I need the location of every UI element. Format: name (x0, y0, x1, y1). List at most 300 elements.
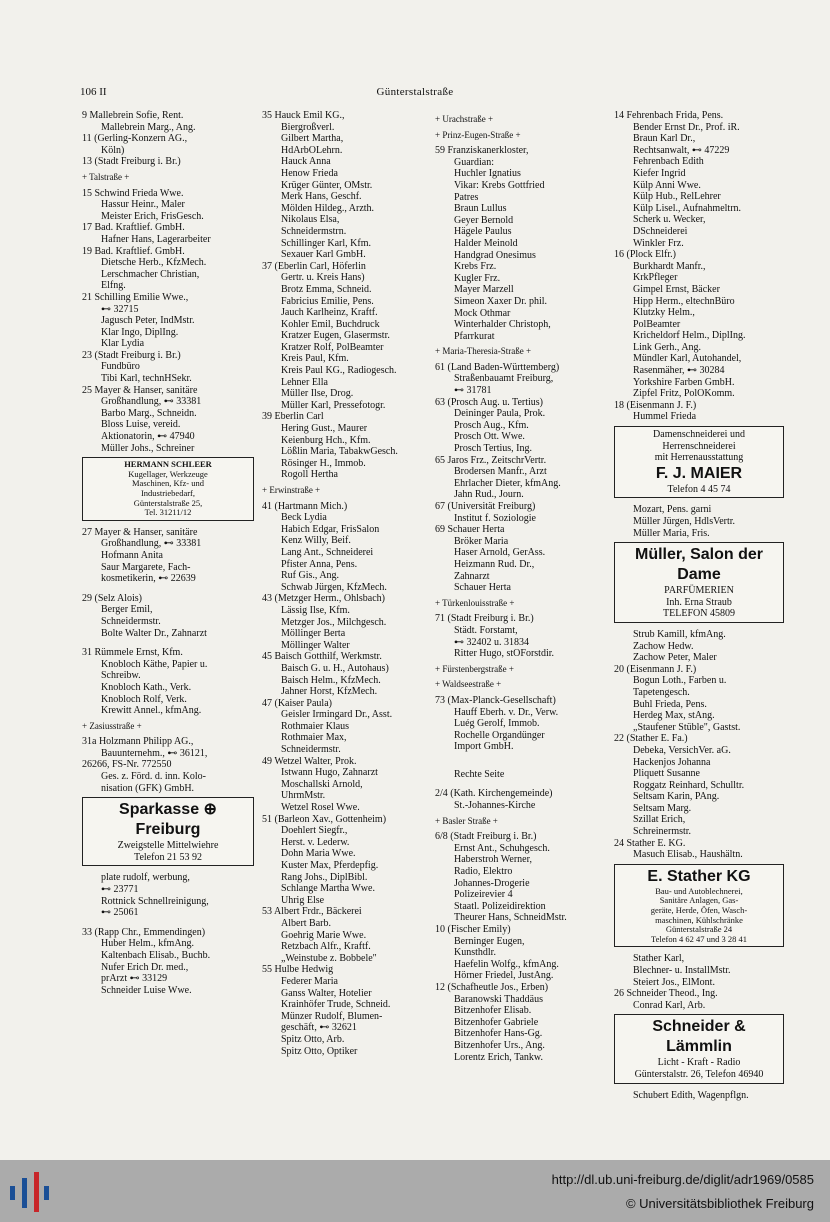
directory-entry: Bender Ernst Dr., Prof. iR. (633, 121, 740, 133)
ad-line: Damenschneiderei und (653, 429, 745, 441)
directory-entry: „Weinstube z. Bobbele" (281, 952, 377, 964)
directory-entry: Masuch Elisab., Haushältn. (633, 849, 743, 861)
directory-entry: Bitzenhofer Elisab. (454, 1005, 532, 1017)
directory-entry: 39 Eberlin Carl (262, 411, 324, 423)
directory-entry: Schauer Herta (454, 582, 511, 594)
directory-entry: Tibi Karl, technHSekr. (101, 373, 192, 385)
directory-entry: 6/8 (Stadt Freiburg i. Br.) (435, 831, 537, 843)
directory-entry: Zipfel Fritz, PolOKomm. (633, 388, 735, 400)
directory-entry: Huchler Ignatius (454, 168, 521, 180)
directory-entry: Staatl. Polizeidirektion (454, 900, 546, 912)
directory-entry: Prosch Tertius, Ing. (454, 443, 532, 455)
directory-entry: ⊷ 32402 u. 31834 (454, 636, 529, 648)
directory-entry: Seltsam Karin, PAng. (633, 791, 720, 803)
directory-entry: 49 Wetzel Walter, Prok. (262, 755, 357, 767)
directory-entry: UhrmMstr. (281, 790, 326, 802)
ad-title: Müller, Salon der Dame (634, 546, 764, 584)
directory-entry: Knobloch Rolf, Verk. (101, 693, 187, 705)
directory-entry: Kreis Paul, Kfm. (281, 353, 349, 365)
directory-entry: Lehner Ella (281, 376, 328, 388)
directory-entry: Barbo Marg., Schneidn. (101, 407, 197, 419)
ad-line: Günterstalstr. 26, Telefon 46940 (634, 1068, 764, 1080)
directory-entry: Müller Karl, Pressefotogr. (281, 399, 386, 411)
directory-entry: Brotz Emma, Schneid. (281, 283, 372, 295)
directory-entry: Knobloch Käthe, Papier u. (101, 658, 208, 670)
page-number: 106 II (80, 86, 107, 98)
directory-entry: Stather Karl, (633, 953, 685, 965)
directory-entry: Schneidermstr. (281, 744, 341, 756)
directory-entry: Bitzenhofer Urs., Ang. (454, 1039, 545, 1051)
directory-entry: Berger Emil, (101, 604, 153, 616)
directory-entry: Mündler Karl, Autohandel, (633, 353, 742, 365)
directory-entry: Prosch Aug., Kfm. (454, 419, 529, 431)
directory-entry: Heizmann Rud. Dr., (454, 558, 535, 570)
directory-entry: ⊷ 25061 (101, 907, 139, 919)
street-heading: + Talstraße + (82, 171, 130, 182)
directory-entry: Nufer Erich Dr. med., (101, 961, 189, 973)
directory-entry: 26266, FS-Nr. 772550 (82, 759, 172, 771)
directory-entry: Kugler Frz. (454, 272, 501, 284)
ad-line: Tel. 31211/12 (144, 507, 192, 518)
street-heading: + Zasiusstraße + (82, 720, 142, 731)
directory-entry: Berninger Eugen, (454, 935, 525, 947)
directory-entry: Hafner Hans, Lagerarbeiter (101, 233, 211, 245)
directory-entry: Städt. Forstamt, (454, 624, 518, 636)
directory-entry: Sexauer Karl GmbH. (281, 249, 366, 261)
advertisement-box (82, 797, 254, 866)
directory-entry: Habich Edgar, FrisSalon (281, 523, 380, 535)
directory-entry: nisation (GFK) GmbH. (101, 782, 195, 794)
directory-entry: Deininger Paula, Prok. (454, 408, 546, 420)
directory-entry: Schneidermstrn. (281, 225, 347, 237)
directory-entry: Dietsche Herb., KfzMech. (101, 257, 207, 269)
directory-entry: Bitzenhofer Hans-Gg. (454, 1028, 543, 1040)
directory-entry: 19 Bad. Kraftlief. GmbH. (82, 245, 185, 257)
directory-entry: Schreinermstr. (633, 826, 692, 838)
directory-entry: Ritter Hugo, stOForstdir. (454, 648, 555, 660)
directory-entry: Albert Barb. (281, 917, 331, 929)
directory-entry: kosmetikerin, ⊷ 22639 (101, 573, 196, 585)
directory-entry: Müller Ilse, Drog. (281, 388, 354, 400)
directory-entry: Roggatz Reinhard, Schulltr. (633, 779, 745, 791)
directory-entry: Baisch Helm., KfzMech. (281, 674, 381, 686)
ad-line: Zweigstelle Mittelwiehre (117, 840, 219, 852)
directory-entry: Hackenjos Johanna (633, 756, 711, 768)
copyright-text: © Universitätsbibliothek Freiburg (625, 1196, 814, 1211)
directory-entry: Lässig Ilse, Kfm. (281, 604, 350, 616)
directory-entry: Conrad Karl, Arb. (633, 999, 706, 1011)
street-heading: + Türkenlouisstraße + (435, 597, 515, 608)
street-heading: + Waldseestraße + (435, 679, 502, 690)
directory-entry: 27 Mayer & Hanser, sanitäre (82, 526, 198, 538)
directory-entry: 43 (Metzger Herm., Ohlsbach) (262, 593, 386, 605)
directory-entry: Großhandlung, ⊷ 33381 (101, 396, 202, 408)
directory-entry: Retzbach Alfr., Kraftf. (281, 941, 371, 953)
directory-entry: ⊷ 23771 (101, 884, 139, 896)
ad-line: Maschinen, Kfz- und (132, 478, 204, 489)
directory-entry: Patres (454, 191, 479, 203)
directory-entry: Wetzel Rosel Wwe. (281, 802, 360, 814)
ad-title: Schneider & Lämmlin (652, 1018, 746, 1056)
directory-entry: 55 Hulbe Hedwig (262, 964, 334, 976)
ad-line: Bau- und Autoblechnerei, (655, 885, 743, 896)
directory-entry: Handgrad Onesimus (454, 249, 536, 261)
directory-entry: Schneider Luise Wwe. (101, 984, 192, 996)
directory-entry: Hummel Frieda (633, 411, 697, 423)
spacer (435, 780, 610, 788)
directory-entry: 18 (Eisenmann J. F.) (614, 399, 697, 411)
directory-entry: Szillat Erich, (633, 814, 686, 826)
directory-entry: Kaltenbach Elisab., Buchb. (101, 950, 211, 961)
directory-entry: Bröker Maria (454, 535, 509, 547)
directory-entry: 33 (Rapp Chr., Emmendingen) (82, 926, 206, 938)
directory-entry: Jahner Horst, KfzMech. (281, 686, 378, 698)
directory-entry: Ehrlacher Dieter, kfmAng. (454, 477, 561, 489)
directory-entry: Rechtsanwalt, ⊷ 47229 (633, 144, 730, 156)
directory-entry: Ges. z. Förd. d. inn. Kolo- (101, 771, 206, 783)
directory-entry: Krüger Günter, OMstr. (281, 179, 373, 191)
ad-line: maschinen, Kühlschränke (655, 914, 743, 925)
directory-entry: Blechner- u. InstallMstr. (633, 965, 731, 976)
directory-entry: 67 (Universität Freiburg) (435, 501, 536, 512)
directory-entry: 12 (Schafheutle Jos., Erben) (435, 981, 549, 993)
spacer (435, 753, 610, 761)
directory-entry: 13 (Stadt Freiburg i. Br.) (82, 156, 181, 168)
directory-entry: Seltsam Marg. (633, 802, 692, 814)
directory-entry: Haser Arnold, GerAss. (454, 547, 546, 559)
directory-entry: 2/4 (Kath. Kirchengemeinde) (435, 788, 553, 800)
directory-entry: Möllinger Walter (281, 639, 350, 651)
library-logo-icon (10, 1172, 50, 1212)
directory-entry: Yorkshire Farben GmbH. (633, 376, 735, 388)
directory-entry: Kohler Emil, Buchdruck (281, 318, 380, 330)
street-heading: + Urachstraße + (435, 114, 494, 124)
directory-entry: HdArbOLehrn. (281, 144, 343, 156)
directory-entry: 29 (Selz Alois) (82, 592, 142, 604)
directory-entry: Külp Hub., RelLehrer (633, 191, 721, 203)
directory-entry: Rasenmäher, ⊷ 30284 (633, 365, 725, 377)
ad-line: Telefon 4 62 47 und 3 28 41 (651, 933, 747, 944)
spacer (82, 919, 254, 927)
directory-entry: Bogun Loth., Farben u. (633, 675, 727, 687)
directory-entry: Mallebrein Marg., Ang. (101, 121, 196, 133)
directory-entry: Hörner Friedel, JustAng. (454, 970, 554, 982)
directory-entry: Kricheldorf Helm., DiplIng. (633, 330, 746, 342)
directory-entry: Radio, Elektro (454, 866, 513, 878)
advertisement-box (614, 426, 784, 498)
ad-line: PARFÜMERIEN (664, 585, 734, 597)
directory-entry: Schwab Jürgen, KfzMech. (281, 581, 387, 593)
directory-entry: Krainhöfer Trude, Schneid. (281, 999, 391, 1011)
directory-entry: Rothmaier Klaus (281, 720, 350, 732)
directory-entry: Jauch Karlheinz, Kraftf. (281, 307, 378, 319)
directory-entry: Krewitt Annel., kfmAng. (101, 705, 202, 717)
directory-entry: PolBeamter (633, 318, 681, 330)
directory-entry: 14 Fehrenbach Frida, Pens. (614, 110, 724, 121)
directory-entry: „Staufener Stüble", Gastst. (633, 721, 741, 733)
directory-entry: prArzt ⊷ 33129 (101, 973, 168, 985)
directory-entry: Kenz Willy, Beif. (281, 535, 351, 547)
column-4 (614, 110, 784, 1101)
column-2 (262, 110, 432, 1057)
directory-entry: Beck Lydia (281, 512, 327, 524)
directory-entry: Schillinger Karl, Kfm. (281, 237, 371, 249)
directory-entry: Uhrig Else (281, 894, 325, 906)
directory-entry: Schlange Martha Wwe. (281, 883, 375, 895)
directory-entry: Brodersen Manfr., Arzt (454, 466, 547, 478)
directory-entry: Steiert Jos., ElMont. (633, 976, 715, 988)
directory-entry: Henow Frieda (281, 167, 338, 179)
street-heading: + Basler Straße + (435, 815, 498, 826)
directory-entry: Guardian: (454, 156, 494, 168)
street-heading: + Fürstenbergstraße + (435, 663, 514, 674)
directory-entry: Müller Johs., Schreiner (101, 442, 195, 454)
directory-entry: 59 Franziskanerkloster, (435, 145, 529, 157)
directory-entry: 17 Bad. Kraftlief. GmbH. (82, 222, 185, 234)
ad-line: TELEFON 45809 (663, 608, 735, 620)
directory-entry: Moschallski Arnold, (281, 778, 363, 790)
ad-line: Inh. Erna Straub (666, 596, 732, 608)
directory-entry: Geyer Bernold (454, 214, 514, 226)
directory-entry: Merk Hans, Geschf. (281, 191, 362, 203)
directory-entry: Huber Helm., kfmAng. (101, 938, 195, 950)
directory-entry: Link Gerh., Ang. (633, 341, 702, 353)
directory-entry: Mock Othmar (454, 307, 511, 319)
directory-entry: Dohn Maria Wwe. (281, 848, 356, 860)
directory-entry: Vikar: Krebs Gottfried (454, 179, 545, 191)
advertisement-box (614, 1014, 784, 1083)
directory-entry: Mölden Hildeg., Arzth. (281, 202, 375, 214)
directory-entry: Strub Kamill, kfmAng. (633, 628, 726, 640)
directory-entry: Spitz Otto, Optiker (281, 1045, 358, 1057)
directory-entry: Baranowski Thaddäus (454, 993, 543, 1005)
spacer (82, 639, 254, 647)
directory-entry: Scherk u. Wecker, (633, 214, 706, 226)
directory-entry: 69 Schauer Herta (435, 524, 505, 536)
directory-entry: Zachow Hedw. (633, 640, 694, 652)
directory-entry: Zachow Peter, Maler (633, 652, 717, 664)
directory-entry: 37 (Eberlin Carl, Höferlin (262, 260, 366, 272)
directory-entry: Meister Erich, FrisGesch. (101, 210, 204, 222)
directory-entry: Federer Maria (281, 975, 338, 987)
directory-entry: Rechte Seite (454, 768, 505, 780)
directory-entry: Luég Gerolf, Immob. (454, 718, 540, 730)
directory-entry: Knobloch Kath., Verk. (101, 681, 192, 693)
directory-entry: Kratzer Rolf, PolBeamter (281, 341, 384, 353)
directory-entry: Bolte Walter Dr., Zahnarzt (101, 627, 207, 639)
directory-entry: plate rudolf, werbung, (101, 872, 190, 884)
ad-line: Telefon 4 45 74 (667, 483, 731, 495)
directory-entry: Polizeirevier 4 (454, 889, 513, 901)
advertisement-box (82, 457, 254, 521)
directory-entry: Müller Jürgen, HdlsVertr. (633, 516, 736, 527)
spacer (82, 585, 254, 593)
directory-entry: 20 (Eisenmann J. F.) (614, 663, 697, 675)
directory-entry: Rösinger H., Immob. (281, 457, 366, 469)
directory-entry: Pfarrkurat (454, 330, 495, 342)
directory-entry: Braun Karl Dr., (633, 133, 696, 145)
advertisement-box (614, 542, 784, 623)
directory-entry: 24 Stather E. KG. (614, 837, 686, 849)
column-3 (435, 110, 610, 1063)
directory-entry: Jagusch Peter, IndMstr. (101, 315, 195, 327)
directory-entry: Gilbert Martha, (281, 133, 344, 145)
directory-entry: Kunsthdlr. (454, 947, 496, 959)
directory-entry: Doehlert Siegfr., (281, 825, 348, 837)
directory-entry: Istwann Hugo, Zahnarzt (281, 767, 378, 779)
directory-entry: Burkhardt Manfr., (633, 260, 706, 272)
directory-entry: Köln) (101, 144, 125, 156)
directory-entry: Fehrenbach Edith (633, 156, 704, 168)
directory-entry: 45 Baisch Gotthilf, Werkmstr. (262, 651, 382, 663)
directory-entry: Goehrig Marie Wwe. (281, 929, 367, 941)
directory-entry: Schubert Edith, Wagenpflgn. (633, 1089, 749, 1101)
directory-entry: Mayer Marzell (454, 284, 514, 296)
directory-entry: Institut f. Soziologie (454, 512, 536, 524)
directory-entry: 23 (Stadt Freiburg i. Br.) (82, 349, 181, 361)
directory-entry: Kiefer Ingrid (633, 167, 686, 179)
directory-entry: Tapetengesch. (633, 686, 690, 698)
directory-entry: 31a Holzmann Philipp AG., (82, 736, 194, 748)
directory-entry: 35 Hauck Emil KG., (262, 110, 345, 121)
directory-entry: Debeka, VersichVer. aG. (633, 744, 731, 756)
street-heading: + Erwinstraße + (262, 485, 321, 495)
directory-entry: Klar Lydia (101, 338, 145, 350)
directory-entry: Baisch G. u. H., Autohaus) (281, 662, 389, 674)
ad-line: Sanitäre Anlagen, Gas- (659, 895, 739, 906)
directory-entry: Straßenbauamt Freiburg, (454, 373, 554, 385)
ad-line: Günterstalstraße 24 (665, 924, 733, 935)
directory-entry: Schreibw. (101, 670, 141, 682)
directory-entry: 53 Albert Frdr., Bäckerei (262, 906, 362, 918)
directory-entry: Lorentz Erich, Tankw. (454, 1051, 543, 1063)
directory-entry: Elfng. (101, 280, 126, 292)
directory-entry: Pliquett Susanne (633, 768, 700, 780)
source-url-link[interactable]: http://dl.ub.uni-freiburg.de/diglit/adr1969/0585 (551, 1172, 814, 1187)
directory-entry: Müller Maria, Fris. (633, 527, 710, 539)
directory-entry: 11 (Gerling-Konzern AG., (82, 133, 188, 145)
directory-entry: Krebs Frz. (454, 261, 497, 273)
directory-entry: Jahn Rud., Journ. (454, 489, 524, 501)
directory-entry: St.-Johannes-Kirche (454, 800, 536, 812)
directory-entry: Winterhalder Christoph, (454, 319, 551, 331)
directory-entry: 73 (Max-Planck-Gesellschaft) (435, 694, 556, 706)
directory-entry: 31 Rümmele Ernst, Kfm. (82, 647, 183, 659)
directory-entry: Keienburg Hch., Kfm. (281, 434, 371, 446)
directory-entry: Lang Ant., Schneiderei (281, 546, 374, 558)
directory-entry: Aktionatorin, ⊷ 47940 (101, 431, 195, 443)
directory-entry: Nikolaus Elsa, (281, 214, 340, 226)
directory-entry: Hauck Anna (281, 156, 331, 168)
directory-entry: 41 (Hartmann Mich.) (262, 500, 348, 512)
directory-entry: 51 (Barleon Xav., Gottenheim) (262, 813, 387, 825)
directory-entry: Fabricius Emilie, Pens. (281, 295, 374, 307)
directory-entry: Herdeg Max, stAng. (633, 710, 715, 722)
directory-entry: Ruf Gis., Ang. (281, 570, 340, 582)
directory-entry: Rogoll Hertha (281, 469, 338, 481)
directory-entry: 71 (Stadt Freiburg i. Br.) (435, 613, 534, 625)
directory-entry: Halder Meinold (454, 237, 518, 249)
directory-entry: 63 (Prosch Aug. u. Tertius) (435, 396, 543, 408)
ad-line: Licht - Kraft - Radio (657, 1057, 741, 1069)
footer-bar (0, 1160, 830, 1222)
page-title: Günterstalstraße (376, 86, 454, 98)
directory-entry: Winkler Frz. (633, 237, 684, 249)
directory-entry: Hauff Eberh. v. Dr., Verw. (454, 706, 559, 718)
street-heading: + Maria-Theresia-Straße + (435, 346, 532, 357)
directory-entry: Hassur Heinr., Maler (101, 199, 185, 211)
directory-entry: Kratzer Eugen, Glasermstr. (281, 330, 390, 342)
spacer (435, 761, 610, 769)
directory-entry: 22 (Stather E. Fa.) (614, 733, 688, 745)
directory-entry: Saur Margarete, Fach- (101, 561, 191, 573)
column-1 (82, 110, 254, 996)
directory-entry: Herst. v. Lederw. (281, 836, 350, 848)
directory-entry: DSchneiderei (633, 225, 688, 237)
directory-entry: Ganss Walter, Hotelier (281, 987, 372, 999)
directory-entry: 61 (Land Baden-Württemberg) (435, 361, 560, 373)
directory-entry: 16 (Plock Elfr.) (614, 249, 676, 261)
ad-title: F. J. MAIER (655, 464, 743, 482)
ad-line: mit Herrenausstattung (654, 452, 744, 464)
directory-entry: Theurer Hans, SchneidMstr. (454, 912, 567, 924)
directory-entry: Möllinger Berta (281, 628, 346, 640)
directory-entry: Bitzenhofer Gabriele (454, 1016, 539, 1028)
directory-entry: Lößlin Maria, TabakwGesch. (281, 446, 398, 458)
directory-entry: 47 (Kaiser Paula) (262, 697, 332, 709)
directory-entry: 26 Schneider Theod., Ing. (614, 988, 718, 1000)
directory-entry: Johannes-Drogerie (454, 877, 530, 889)
ad-title: Sparkasse ⊕ Freiburg (119, 801, 217, 839)
directory-entry: Klar Ingo, DiplIng. (101, 326, 179, 338)
directory-entry: Geisler Irmingard Dr., Asst. (281, 709, 393, 721)
directory-entry: Mozart, Pens. garni (633, 504, 712, 516)
directory-entry: Zahnarzt (454, 570, 490, 582)
directory-entry: 25 Mayer & Hanser, sanitäre (82, 384, 198, 396)
directory-entry: Haefelin Wolfg., kfmAng. (454, 958, 559, 970)
directory-entry: Hering Gust., Maurer (281, 423, 368, 435)
directory-entry: Münzer Rudolf, Blumen- (281, 1010, 383, 1022)
ad-line: Herrenschneiderei (662, 440, 736, 452)
directory-entry: Hofmann Anita (101, 549, 163, 561)
ad-line: Industriebedarf, (140, 488, 196, 498)
directory-entry: Klutzky Helm., (633, 307, 695, 319)
advertisement-box (614, 864, 784, 948)
directory-entry: Külp Anni Wwe. (633, 179, 701, 191)
directory-entry: Fundbüro (101, 361, 140, 373)
directory-entry: Buhl Frieda, Pens. (633, 698, 707, 710)
directory-entry: Biergroßverl. (281, 121, 335, 133)
directory-entry: Schneidermstr. (101, 615, 161, 627)
directory-entry: Rothmaier Max, (281, 732, 347, 744)
directory-entry: Bloss Luise, vereid. (101, 419, 181, 431)
directory-entry: 10 (Fischer Emily) (435, 924, 511, 935)
directory-entry: Lerschmacher Christian, (101, 268, 200, 280)
directory-entry: Ernst Ant., Schuhgesch. (454, 842, 550, 854)
ad-title: E. Stather KG (647, 867, 751, 885)
directory-entry: Kuster Max, Pferdepfig. (281, 860, 379, 871)
directory-entry: Hipp Herm., eltechnBüro (633, 295, 735, 307)
directory-entry: 65 Jaros Frz., ZeitschrVertr. (435, 454, 547, 466)
directory-entry: Külp Lisel., Aufnahmeltrn. (633, 202, 742, 214)
directory-entry: Hägele Paulus (454, 226, 512, 238)
directory-entry: geschäft, ⊷ 32621 (281, 1022, 357, 1034)
directory-entry: Gimpel Ernst, Bäcker (633, 283, 720, 295)
directory-entry: Spitz Otto, Arb. (281, 1033, 345, 1045)
ad-line: Günterstalstraße 25, (133, 497, 203, 508)
directory-entry: Prosch Ott. Wwe. (454, 431, 525, 443)
ad-line: Telefon 21 53 92 (134, 851, 202, 863)
